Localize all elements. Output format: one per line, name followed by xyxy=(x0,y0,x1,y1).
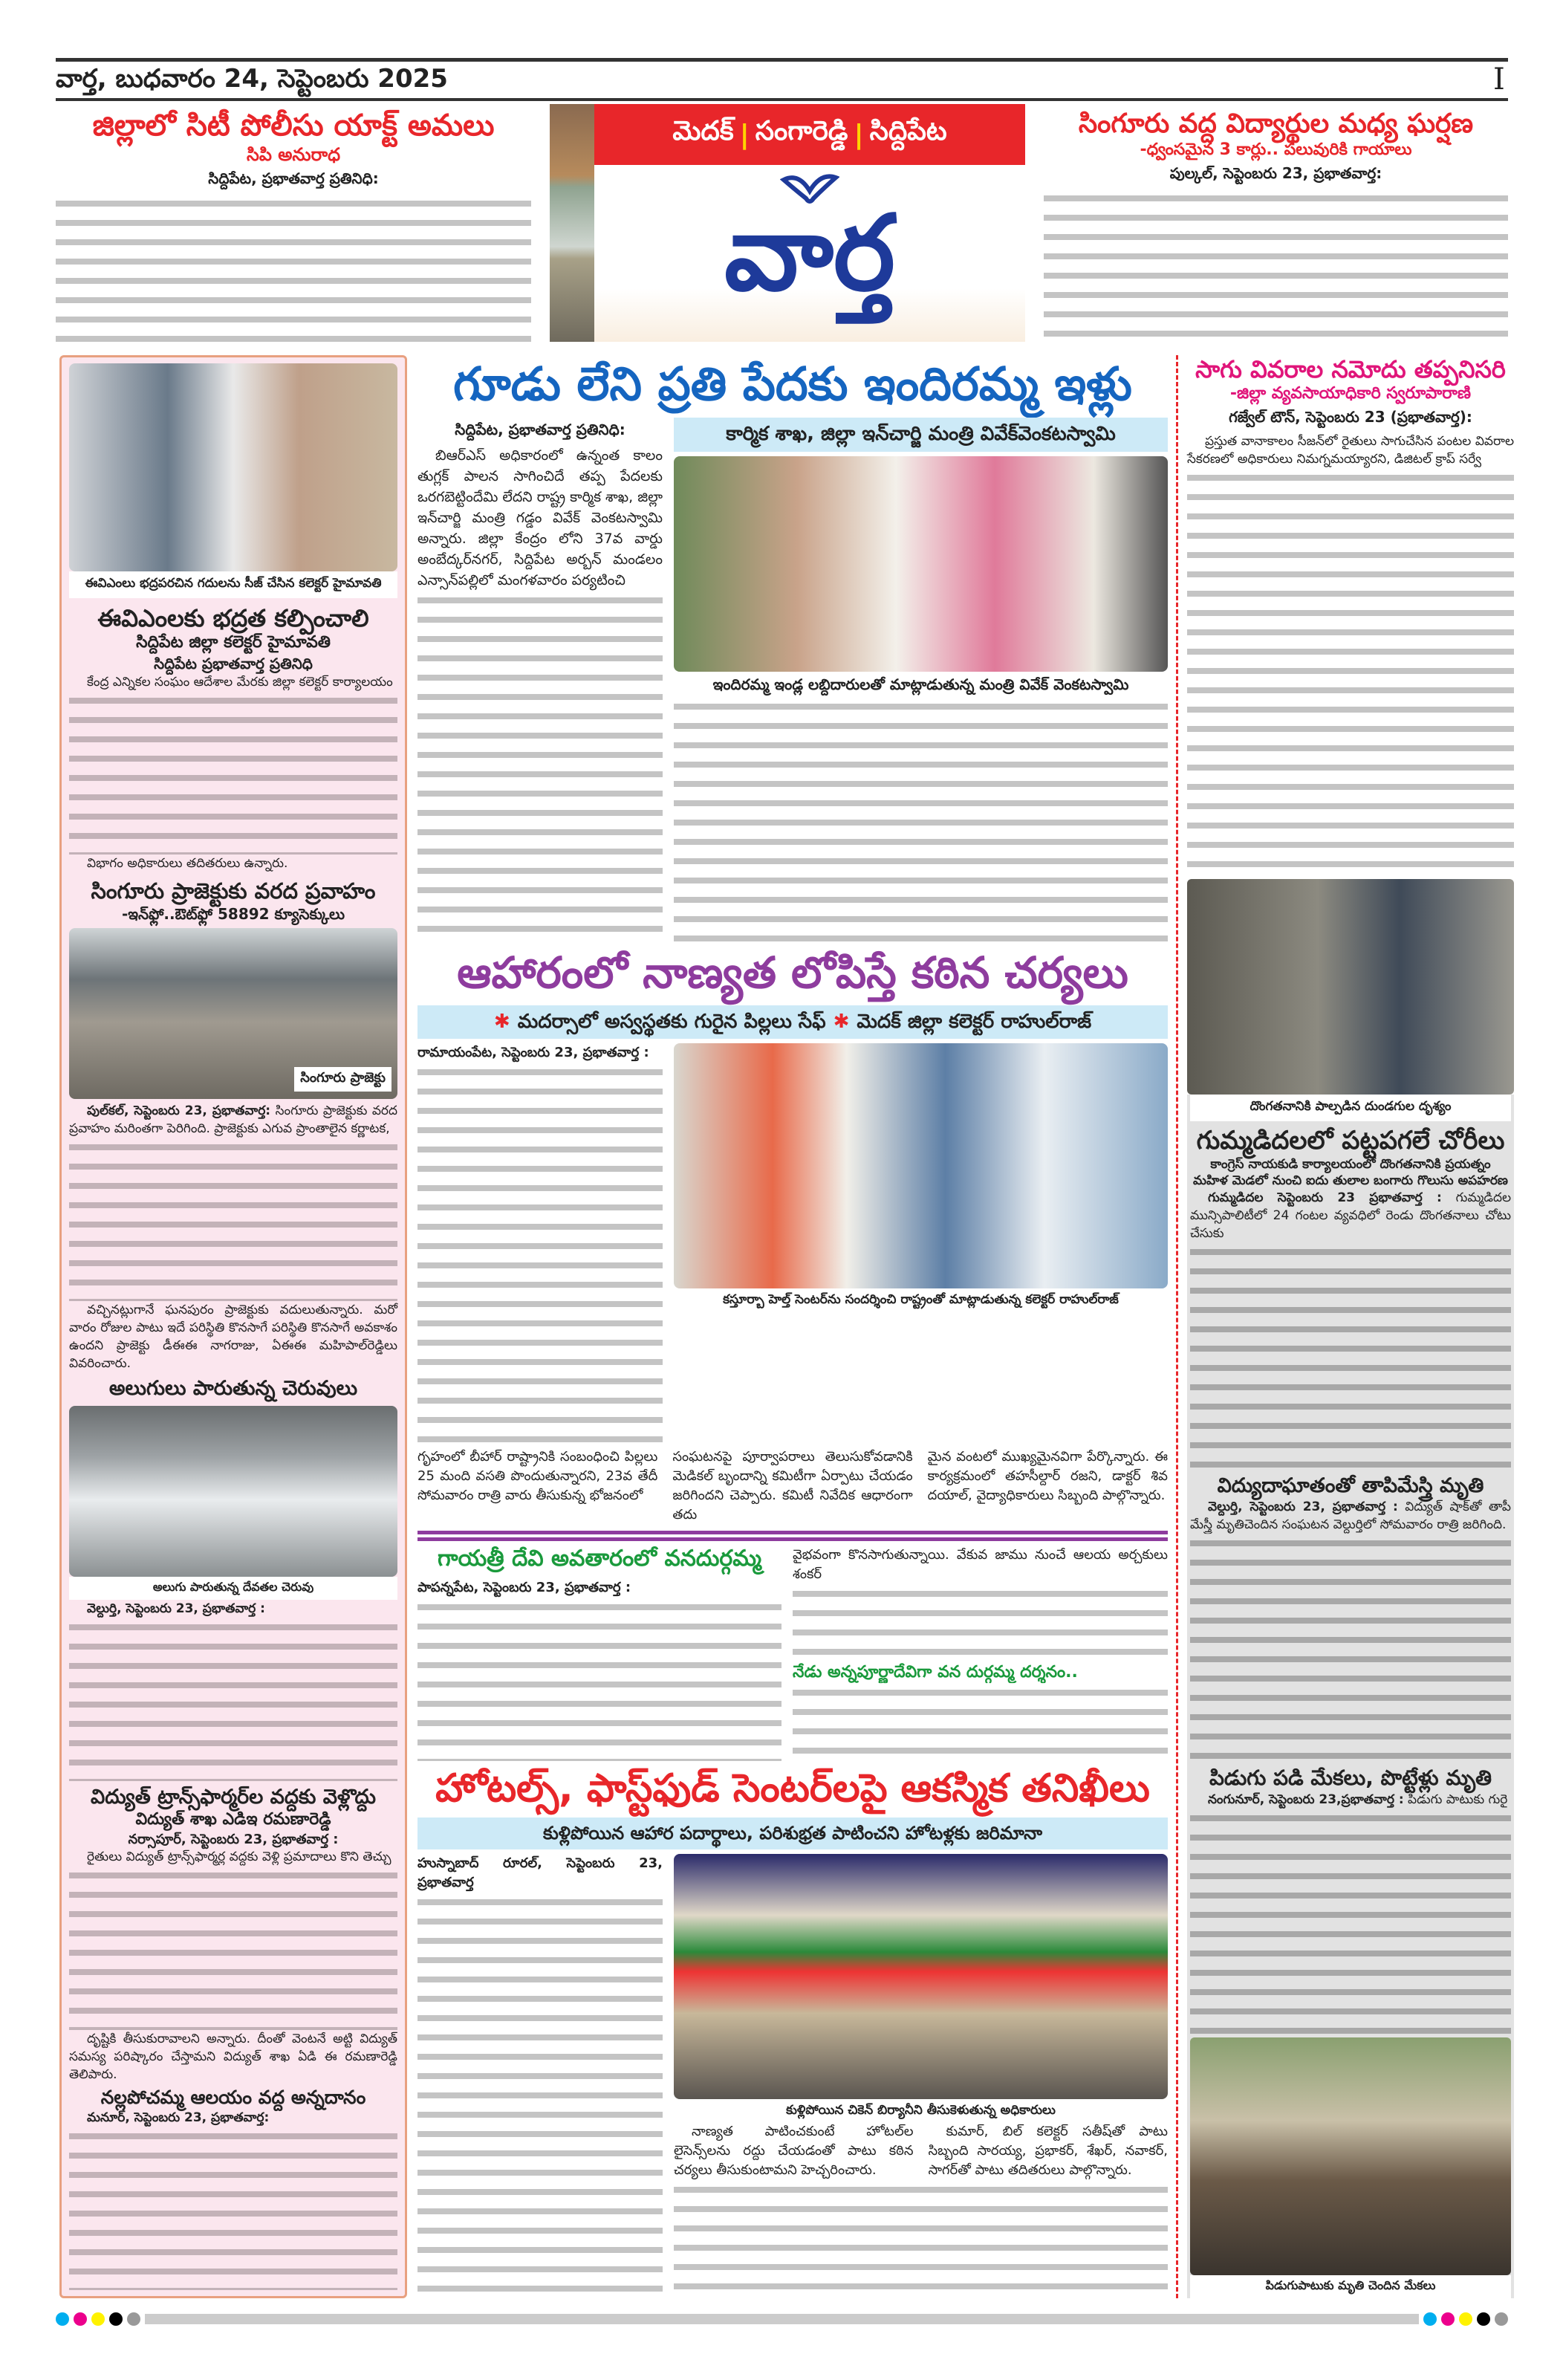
body-text: సింగూరు ప్రాజెక్టుకు వరద ప్రవాహం మరింతగా పెరిగింది. ప్రాజెక్టుకు ఎగువ ప్రాంతాలైన కర్ణాటక, xyxy=(69,1103,397,1137)
subheadline: విద్యుత్ శాఖ ఎడిఇ రమణారెడ్డి xyxy=(135,1810,331,1829)
headline-indiramma: గూడు లేని ప్రతి పేదకు ఇందిరమ్మ ఇళ్లు xyxy=(453,357,1132,411)
subheadline: కాంగ్రెస్ నాయకుడి కార్యాలయంలో దొంగతనానికి ప్రయత్నం xyxy=(1210,1156,1491,1172)
story-city-police-act xyxy=(56,108,531,346)
body-filler xyxy=(69,1618,397,1781)
headline-hotel-inspections: హోటల్స్, ఫాస్ట్‌ఫుడ్ సెంటర్‌లపై ఆకస్మిక తనిఖీలు xyxy=(435,1765,1150,1811)
body-filler xyxy=(1190,1242,1511,1471)
subheadline: మహిళ మెడలో నుంచి ఐదు తులాల బంగారు గొలుసు అపహరణ xyxy=(1193,1173,1508,1188)
subheadline: -జిల్లా వ్యవసాయాధికారి స్వరూపారాణి xyxy=(1229,384,1472,403)
left-column xyxy=(59,355,407,2298)
body-filler xyxy=(417,1893,663,2300)
dateline: పాపన్నపేట, సెప్టెంబరు 23, ప్రభాతవార్త : xyxy=(417,1580,631,1596)
story-singur-clash xyxy=(1044,108,1508,346)
grey-box xyxy=(1187,1095,1514,2298)
body-text: సంఘటనపై పూర్వాపరాలు తెలుసుకోవడానికి మెడికల్ బృందాన్ని కమిటీగా ఏర్పాటు చేయడం జరిగిందని చెప్పారు. కమిటీ నివేదిక ఆధారంగా తదు xyxy=(672,1449,913,1523)
photo-caption: కుళ్లిపోయిన చికెన్ బిర్యానీని తీసుకెళుతున్న అధికారులు xyxy=(674,2099,1168,2121)
headline: సాగు వివరాల నమోదు తప్పనిసరి xyxy=(1195,355,1506,383)
photo-caption: ఇందిరమ్మ ఇండ్ల లబ్దిదారులతో మాట్లాడుతున్న మంత్రి వివేక్ వెంకటస్వామి xyxy=(674,672,1168,697)
region-banner: మెదక్ | సంగారెడ్డి | సిద్దిపేట xyxy=(594,104,1025,165)
dateline: పుల్‌కల్, సెప్టెంబరు 23, ప్రభాతవార్త: xyxy=(87,1103,271,1119)
photo-caption: ఈవిఎంలు భద్రపరచిన గదులను సీజ్ చేసిన కలెక్టర్ హైమావతి xyxy=(69,571,397,598)
photo-dead-goats xyxy=(1190,2037,1511,2275)
body-filler xyxy=(793,1584,1168,1662)
dateline: రామాయంపేట, సెప్టెంబరు 23, ప్రభాతవార్త : xyxy=(417,1045,649,1061)
body-text xyxy=(56,194,531,346)
region-medak: మెదక్ xyxy=(672,116,734,146)
body-text: కుమార్, బిల్ కలెక్టర్ సతీష్‌తో పాటు సిబ్బంది సారయ్య, ప్రభాకర్, శేఖర్, నవాకర్, సాగర్‌తో పాటు తదితరులు పాల్గొన్నారు. xyxy=(928,2123,1168,2178)
body-text: బిఆర్ఎస్ అధికారంలో ఉన్నంత కాలం తుగ్లక్ పాలన సాగించిదే తప్ప పేదలకు ఒరగబెట్టిందేమి లేదని రాష్ట్ర కార్మిక శాఖ, జిల్లా ఇన్‌చార్జి మంత్రి గడ్డం వివేక్ వెంకటస్వామి అన్నారు. జిల్లా కేంద్రం లోని 37వ వార్డు అంబేద్కర్‌నగర్, సిద్దిపేట అర్బన్ మండలం ఎన్సాన్‌పల్లిలో మంగళవారం పర్యటించి xyxy=(417,447,663,589)
masthead-photos xyxy=(550,104,594,342)
dateline: సిద్దిపేట ప్రభాతవార్త ప్రతినిధి xyxy=(154,654,313,672)
headline: సింగూరు వద్ద విద్యార్థుల మధ్య ఘర్షణ xyxy=(1078,108,1474,139)
photo-overflowing-pond xyxy=(69,1406,397,1577)
dateline: నంగునూర్, సెప్టెంబరు 23,ప్రభాతవార్త : xyxy=(1208,1792,1404,1807)
subheadline: -ఇన్‌ఫ్లో..ఔట్‌ఫ్లో 58892 క్యూసెక్కులు xyxy=(121,905,345,924)
headline: విద్యుదాఘాతంతో తాపిమేస్త్రి మృతి xyxy=(1217,1474,1484,1497)
body-text: గుమ్మడిదల మున్సిపాలిటీలో 24 గంటల వ్యవధిలో రెండు దొంగతనాలు చోటు చేసుకు xyxy=(1190,1190,1512,1241)
dateline: నర్సాపూర్, సెప్టెంబరు 23, ప్రభాతవార్త : xyxy=(128,1832,339,1848)
region-siddipet: సిద్దిపేట xyxy=(869,116,947,146)
body-text: మైన వంటలో ముఖ్యమైనవిగా పేర్కొన్నారు. ఈ కార్యక్రమంలో తహసీల్దార్ రజని, డాక్టర్ శివ దయాల్, వైద్యాధికారులు సిబ్బంది పాల్గొన్నారు. xyxy=(927,1449,1168,1504)
subhead-box: కుళ్లిపోయిన ఆహార పదార్థాలు, పరిశుభ్రత పాటించని హోటళ్లకు జరిమానా xyxy=(417,1818,1168,1849)
dateline: పుల్కల్, సెప్టెంబరు 23, ప్రభాతవార్త: xyxy=(1169,163,1382,182)
story-gayatri xyxy=(417,1546,1168,1761)
dateline: వెల్దుర్తి, సెప్టెంబరు 23, ప్రభాతవార్త : xyxy=(1208,1499,1398,1515)
headline: విద్యుత్ ట్రాన్స్‌ఫార్మర్‌ల వద్దకు వెళ్లొద్దు xyxy=(91,1786,376,1809)
subheadline: నేడు అన్నపూర్ణాదేవిగా వన దుర్గమ్మ దర్శనం.. xyxy=(793,1662,1078,1682)
body-filler xyxy=(417,1598,782,1761)
photo-evm-room xyxy=(69,363,397,571)
photo-label: సింగూరు ప్రాజెక్టు xyxy=(294,1067,391,1092)
subheadline: సిపి అనురాధ xyxy=(246,144,341,165)
photo-caption: దొంగతనానికి పాల్పడిన దుండగుల దృశ్యం xyxy=(1190,1095,1511,1121)
dateline: సిద్దిపేట, ప్రభాతవార్త ప్రతినిధి: xyxy=(208,169,379,188)
body-text: విభాగం అధికారులు తదితరులు ఉన్నారు. xyxy=(87,856,288,872)
story-crop-details xyxy=(1187,355,1514,1095)
body-filler xyxy=(1190,1534,1511,1763)
photo-collector-rahulraj xyxy=(674,1043,1168,1288)
body-text: వైభవంగా కొనసాగుతున్నాయి. వేకువ జాము నుంచే ఆలయ అర్చకులు శంకర్ xyxy=(793,1547,1168,1583)
headline: అలుగులు పారుతున్న చెరువులు xyxy=(108,1377,358,1401)
body-text xyxy=(1044,189,1508,346)
dateline: గజ్వేల్ టౌన్, సెప్టెంబరు 23 (ప్రభాతవార్త): xyxy=(1229,407,1472,426)
dateline: వెల్దుర్తి, సెప్టెంబరు 23, ప్రభాతవార్త : xyxy=(87,1601,265,1616)
story-food-quality xyxy=(417,947,1168,1541)
subhead-box: కార్మిక శాఖ, జిల్లా ఇన్‌చార్జి మంత్రి వివేక్‌వెంకటస్వామి xyxy=(674,418,1168,452)
asterisk-icon: ✱ xyxy=(493,1010,510,1033)
logo-text: వార్త xyxy=(724,193,895,314)
body-filler xyxy=(69,1138,397,1301)
story-indiramma xyxy=(417,357,1168,943)
photo-caption: పిడుగుపాటుకు మృతి చెందిన మేకలు xyxy=(1190,2275,1511,2298)
subheadline: సిద్దిపేట జిల్లా కలెక్టర్ హైమావతి xyxy=(136,633,331,652)
region-sangareddy: సంగారెడ్డి xyxy=(755,116,848,146)
body-text: విద్యుత్ షాక్‌తో తాపీ మేస్త్రీ మృతిచెందిన సంఘటన వెల్దుర్తిలో సోమవారం రాత్రి జరిగింది. xyxy=(1190,1499,1512,1533)
headline-food-quality: ఆహారంలో నాణ్యత లోపిస్తే కఠిన చర్యలు xyxy=(457,947,1128,999)
photo-caption: అలుగు పారుతున్న దేవతల చెరువు xyxy=(69,1577,397,1600)
body-filler xyxy=(674,697,1168,943)
subhead-item: మెదక్ జిల్లా కలెక్టర్ రాహుల్‌రాజ్ xyxy=(857,1010,1092,1033)
body-filler xyxy=(417,591,663,943)
body-filler xyxy=(674,2180,1168,2300)
registration-bar xyxy=(56,2311,1508,2327)
headline: గాయత్రీ దేవి అవతారంలో వనదుర్గమ్మ xyxy=(437,1546,762,1572)
headline: ఈవిఎంలకు భద్రత కల్పించాలి xyxy=(97,604,369,632)
dateline: మనూర్, సెప్టెంబరు 23, ప్రభాతవార్త: xyxy=(87,2110,270,2125)
body-text: కేంద్ర ఎన్నికల సంఘం ఆదేశాల మేరకు జిల్లా కలెక్టర్ కార్యాలయం xyxy=(87,674,393,690)
body-filler xyxy=(69,691,397,855)
masthead xyxy=(550,104,1025,342)
body-text: రైతులు విద్యుత్ ట్రాన్స్‌ఫార్మర్ల వద్దకు వెళ్లి ప్రమాదాలు కొని తెచ్చు xyxy=(87,1849,391,1865)
right-column xyxy=(1187,355,1514,2298)
body-text: దృష్టికి తీసుకురావాలని అన్నారు. దీంతో వెంటనే అట్టి విద్యుత్ సమస్య పరిష్కారం చేస్తామని విద్యుత్ శాఖ ఏడి ఈ రమణారెడ్డి తెలిపారు. xyxy=(69,2031,397,2082)
body-filler xyxy=(417,1063,663,1443)
body-text: నాణ్యత పాటించకుంటే హోటల్‌ల లైసెన్స్‌లను రద్దు చేయడంతో పాటు కఠిన చర్యలు తీసుకుంటామని హెచ్చరించారు. xyxy=(674,2123,914,2178)
photo-singur-project xyxy=(69,928,397,1099)
subhead-box xyxy=(417,1005,1168,1040)
body-text: గృహంలో బీహార్ రాష్ట్రానికి సంబంధించి పిల్లలు 25 మంది వసతి పొందుతున్నారని, 23వ తేదీ సోమవారం రాత్రి వారు తీసుకున్న భోజనంలో xyxy=(417,1449,658,1504)
center-column xyxy=(417,357,1168,2300)
photo-cctv-thieves xyxy=(1187,879,1514,1095)
body-filler xyxy=(793,1683,1168,1761)
section-divider xyxy=(417,1531,1168,1541)
body-text: వచ్చినట్లుగానే ఘనపురం ప్రాజెక్టుకు వదులుతున్నారు. మరో వారం రోజుల పాటు ఇదే పరిస్థితి కొనసాగే పరిస్థితి కొనసాగే అవకాశం ఉందని ప్రాజెక్టు డీఈఈ నాగరాజు, ఏఈఈ మహిపాల్‌రెడ్డిలు వివరించారు. xyxy=(69,1303,397,1372)
photo-hotel-inspection xyxy=(674,1854,1168,2099)
body-text: ప్రస్తుత వానాకాలం సీజన్‌లో రైతులు సాగుచేసిన పంటల వివరాల సేకరణలో అధికారులు నిమగ్నమయ్యారని, డిజిటల్ క్రాప్ సర్వే xyxy=(1187,433,1514,467)
headline: జిల్లాలో సిటీ పోలీసు యాక్ట్ అమలు xyxy=(92,108,495,143)
body-filler xyxy=(69,2127,397,2290)
body-filler xyxy=(1190,1809,1511,2037)
header-rule xyxy=(56,98,1508,101)
date-line: వార్త, బుధవారం 24, సెప్టెంబరు 2025 xyxy=(56,64,448,94)
article-columns xyxy=(674,2122,1168,2180)
body-filler xyxy=(69,1866,397,2029)
headline: పిడుగు పడి మేకలు, పొట్టేళ్లు మృతి xyxy=(1209,1765,1492,1791)
photo-minister-vivek xyxy=(674,456,1168,672)
body-filler xyxy=(1187,468,1514,873)
headline: నల్లపోచమ్మ ఆలయం వద్ద అన్నదానం xyxy=(100,2086,366,2108)
body-text: పిడుగు పాటుకు గురై xyxy=(1408,1792,1508,1807)
page-marker: I xyxy=(1493,62,1505,97)
subhead-item: మదర్సాలో అస్వస్థతకు గురైన పిల్లలు సేఫ్ xyxy=(517,1010,826,1033)
story-hotel-inspections xyxy=(417,1765,1168,2300)
photo-caption: కస్తూర్బా హెల్త్ సెంటర్‌ను సందర్శించి రాష్ట్రంతో మాట్లాడుతున్న కలెక్టర్ రాహుల్‌రాజ్ xyxy=(674,1288,1168,1311)
subheadline: -ధ్వంసమైన 3 కార్లు.. పలువురికి గాయాలు xyxy=(1140,140,1412,160)
dateline: గుమ్మడిదల సెప్టెంబరు 23 ప్రభాతవార్త : xyxy=(1208,1190,1442,1205)
top-rule xyxy=(56,58,1508,62)
asterisk-icon: ✱ xyxy=(833,1010,850,1033)
column-separator xyxy=(1176,355,1178,2298)
article-columns xyxy=(417,1447,1168,1525)
dateline: సిద్దిపేట, ప్రభాతవార్త ప్రతినిధి: xyxy=(455,421,625,439)
headline: సింగూరు ప్రాజెక్టుకు వరద ప్రవాహం xyxy=(91,878,376,904)
dateline: హుస్నాబాద్ రూరల్, సెప్టెంబరు 23, ప్రభాతవార్త xyxy=(417,1855,663,1891)
headline: గుమ్మడిదలలో పట్టపగలే చోరీలు xyxy=(1196,1126,1505,1155)
